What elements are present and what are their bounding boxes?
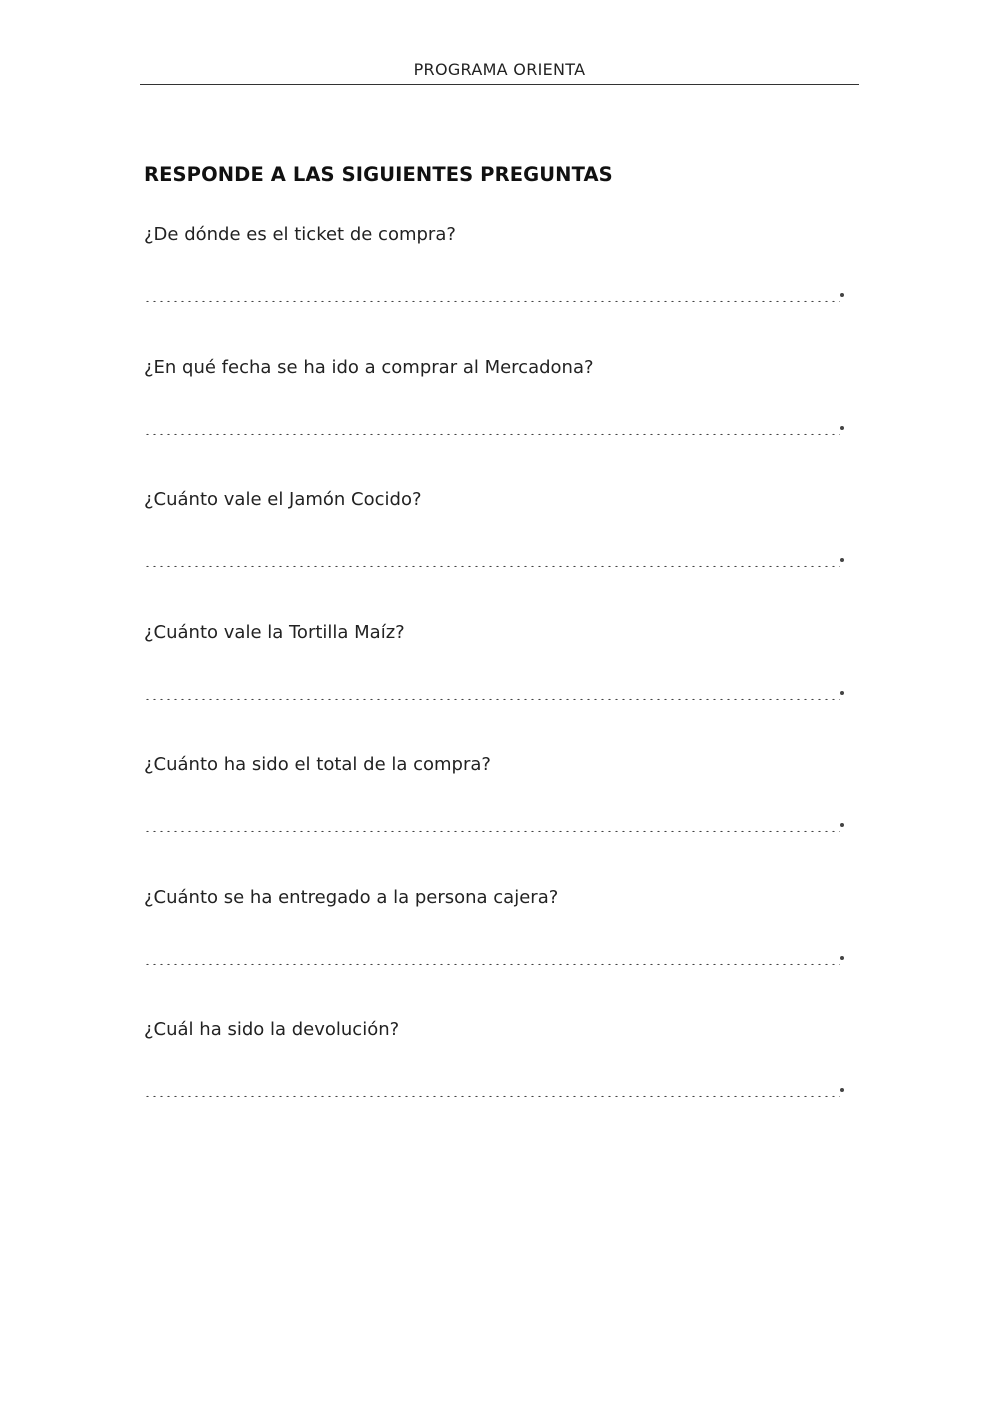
question-list: [144, 222, 844, 1150]
question-text: ¿Cuánto se ha entregado a la persona cajera?: [144, 886, 559, 908]
question-text: ¿Cuál ha sido la devolución?: [144, 1019, 400, 1040]
question-text: ¿En qué fecha se ha ido a comprar al Mercadona?: [144, 356, 594, 378]
answer-line[interactable]: [144, 1083, 840, 1097]
question-text: ¿Cuánto vale la Tortilla Maíz?: [144, 621, 405, 643]
question-item: [144, 885, 844, 1018]
answer-line[interactable]: [144, 288, 840, 302]
page-header: [140, 58, 859, 85]
question-item: [144, 222, 844, 355]
answer-line[interactable]: [144, 553, 840, 567]
answer-line[interactable]: [144, 686, 840, 700]
question-text: ¿Cuánto vale el Jamón Cocido?: [144, 489, 422, 510]
question-item: [144, 1017, 844, 1150]
header-text: PROGRAMA ORIENTA: [413, 60, 586, 79]
answer-line[interactable]: [144, 421, 840, 435]
question-item: [144, 355, 844, 488]
question-text: ¿De dónde es el ticket de compra?: [144, 224, 456, 245]
answer-line[interactable]: [144, 951, 840, 965]
answer-line[interactable]: [144, 818, 840, 832]
question-item: [144, 620, 844, 753]
question-text: ¿Cuánto ha sido el total de la compra?: [144, 754, 491, 775]
question-item: [144, 752, 844, 885]
question-item: [144, 487, 844, 620]
page-title: RESPONDE A LAS SIGUIENTES PREGUNTAS: [144, 163, 613, 186]
